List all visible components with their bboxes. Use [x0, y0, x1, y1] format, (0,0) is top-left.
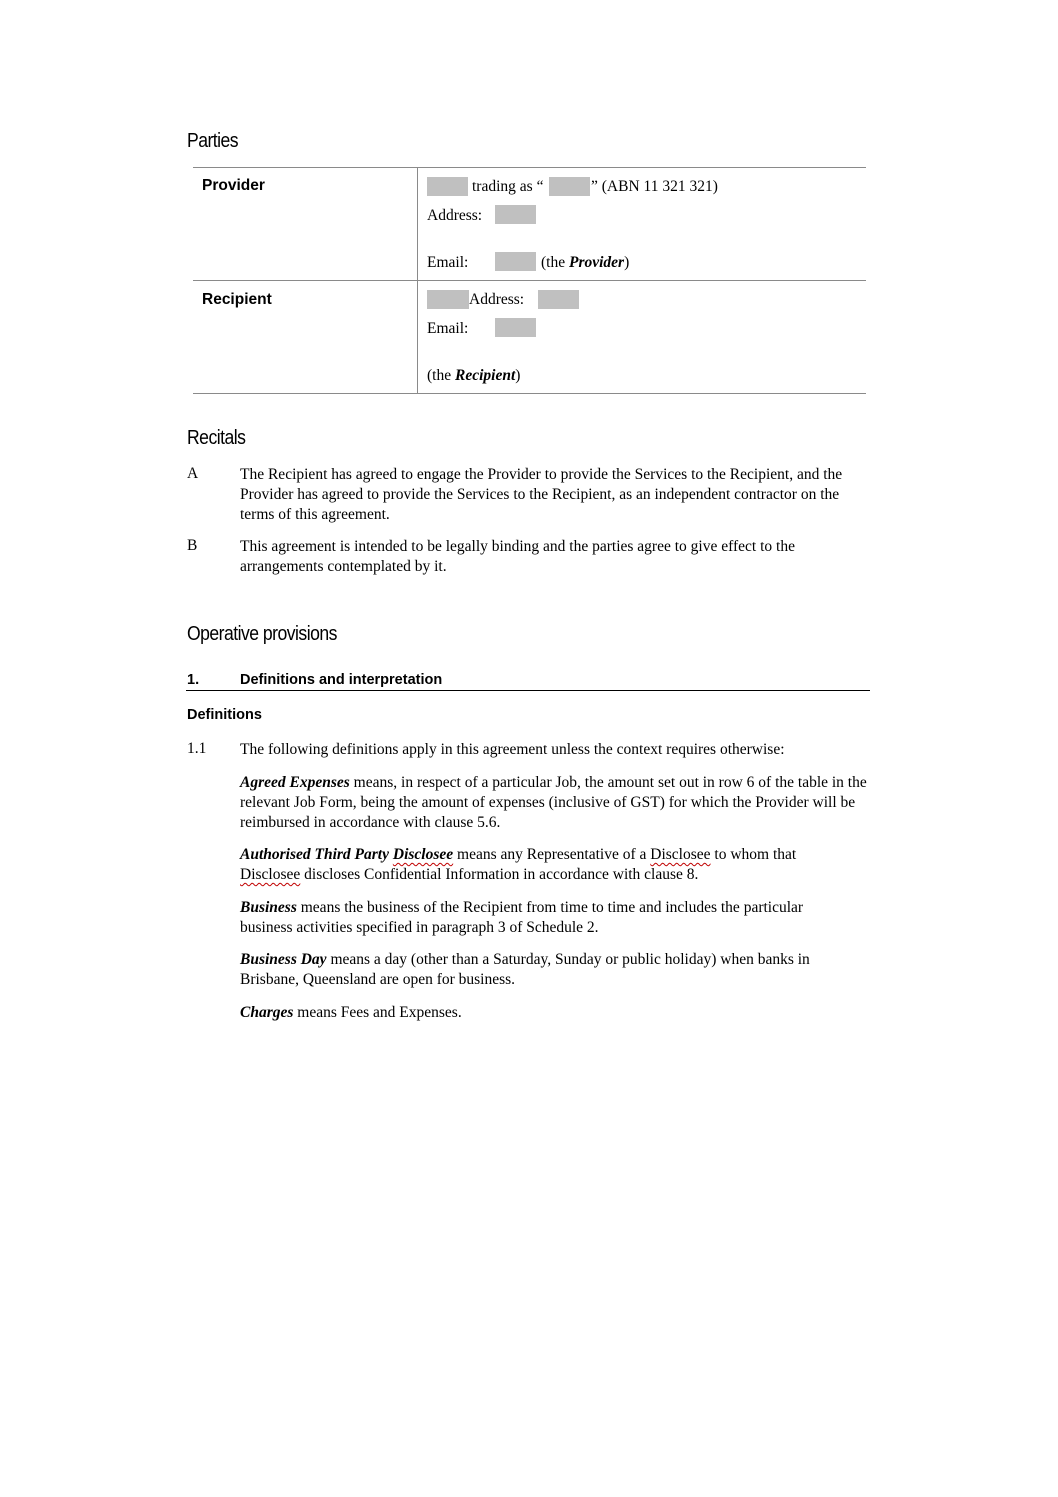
definition-agreed-expenses	[240, 773, 870, 833]
definition-text: to whom that	[710, 846, 797, 863]
provider-defined-term	[541, 254, 629, 272]
provider-abn: ” (ABN 11 321 321)	[591, 178, 718, 195]
redacted-provider-address	[495, 205, 536, 224]
recipient-address-label: Address:	[469, 291, 525, 308]
redacted-trading-name	[549, 177, 590, 196]
provider-email-label: Email:	[427, 254, 469, 271]
parties-heading: Parties	[187, 130, 239, 152]
defined-term: Charges	[240, 1004, 294, 1021]
recital-letter: B	[187, 537, 198, 554]
recipient-email-label: Email:	[427, 320, 469, 337]
recital-text: This agreement is intended to be legally binding and the parties agree to give effect to the arrangements contemplated by it.	[240, 538, 795, 575]
redacted-provider-name	[427, 177, 468, 196]
provider-label: Provider	[202, 177, 265, 194]
definition-authorised-third-party-disclosee	[240, 845, 870, 885]
defined-term-provider: Provider	[568, 254, 625, 271]
definition-text: means, in respect of a particular Job, the amount set out in row 6 of the table in the relevant Job Form, being the amount of expenses (inclusive of GST) for which the Provider will be reimbursed in accordance with clause 5.6.	[240, 774, 867, 831]
spellcheck-word: Disclosee	[650, 846, 711, 863]
defined-term: Business	[240, 899, 297, 916]
subclause-number: 1.1	[187, 740, 207, 757]
subclause-intro: The following definitions apply in this agreement unless the context requires otherwise:	[240, 741, 785, 758]
recitals-heading: Recitals	[187, 427, 246, 449]
definition-business	[240, 898, 850, 938]
recital-letter: A	[187, 465, 199, 482]
table-column-divider	[417, 167, 418, 394]
defined-term: Agreed Expenses	[240, 774, 350, 791]
definition-business-day	[240, 950, 860, 990]
defined-term: Authorised Third Party	[240, 846, 393, 863]
redacted-recipient-name	[427, 290, 469, 309]
provider-trading-as-prefix: trading as “	[472, 178, 544, 195]
definitions-subheading: Definitions	[187, 707, 262, 723]
definition-text: means the business of the Recipient from time to time and includes the particular business activities specified in paragraph 3 of Schedule 2.	[240, 899, 804, 936]
spellcheck-word: Disclosee	[240, 866, 301, 883]
redacted-provider-email	[495, 252, 536, 271]
recipient-defined-term	[427, 367, 520, 385]
definition-text: means Fees and Expenses.	[293, 1004, 462, 1021]
table-middle-rule	[193, 280, 866, 281]
defined-open: (the	[541, 254, 569, 271]
clause-number: 1.	[187, 672, 200, 688]
defined-term-recipient: Recipient	[454, 367, 516, 384]
clause-heading-rule	[186, 690, 870, 691]
provider-address-label: Address:	[427, 207, 483, 224]
redacted-recipient-address	[538, 290, 579, 309]
recipient-label: Recipient	[202, 291, 272, 308]
defined-term: Business Day	[240, 951, 327, 968]
defined-open: (the	[427, 367, 455, 384]
recital-text: The Recipient has agreed to engage the Provider to provide the Services to the Recipient, and the Provider has agreed to provide the Services to the Recipient, as an independent contractor on the terms of this agreement.	[240, 466, 843, 523]
defined-term-spellcheck: Disclosee	[392, 846, 454, 863]
definition-text: means any Representative of a	[453, 846, 651, 863]
clause-title: Definitions and interpretation	[240, 672, 443, 688]
operative-provisions-heading: Operative provisions	[187, 623, 337, 645]
definition-text: discloses Confidential Information in accordance with clause 8.	[300, 866, 699, 883]
defined-close: )	[515, 367, 521, 384]
definition-text: means a day (other than a Saturday, Sunday or public holiday) when banks in Brisbane, Queensland are open for business.	[240, 951, 810, 988]
table-top-rule	[193, 167, 866, 168]
definition-charges	[240, 1003, 870, 1023]
table-bottom-rule	[193, 393, 866, 394]
defined-close: )	[624, 254, 630, 271]
redacted-recipient-email	[495, 318, 536, 337]
